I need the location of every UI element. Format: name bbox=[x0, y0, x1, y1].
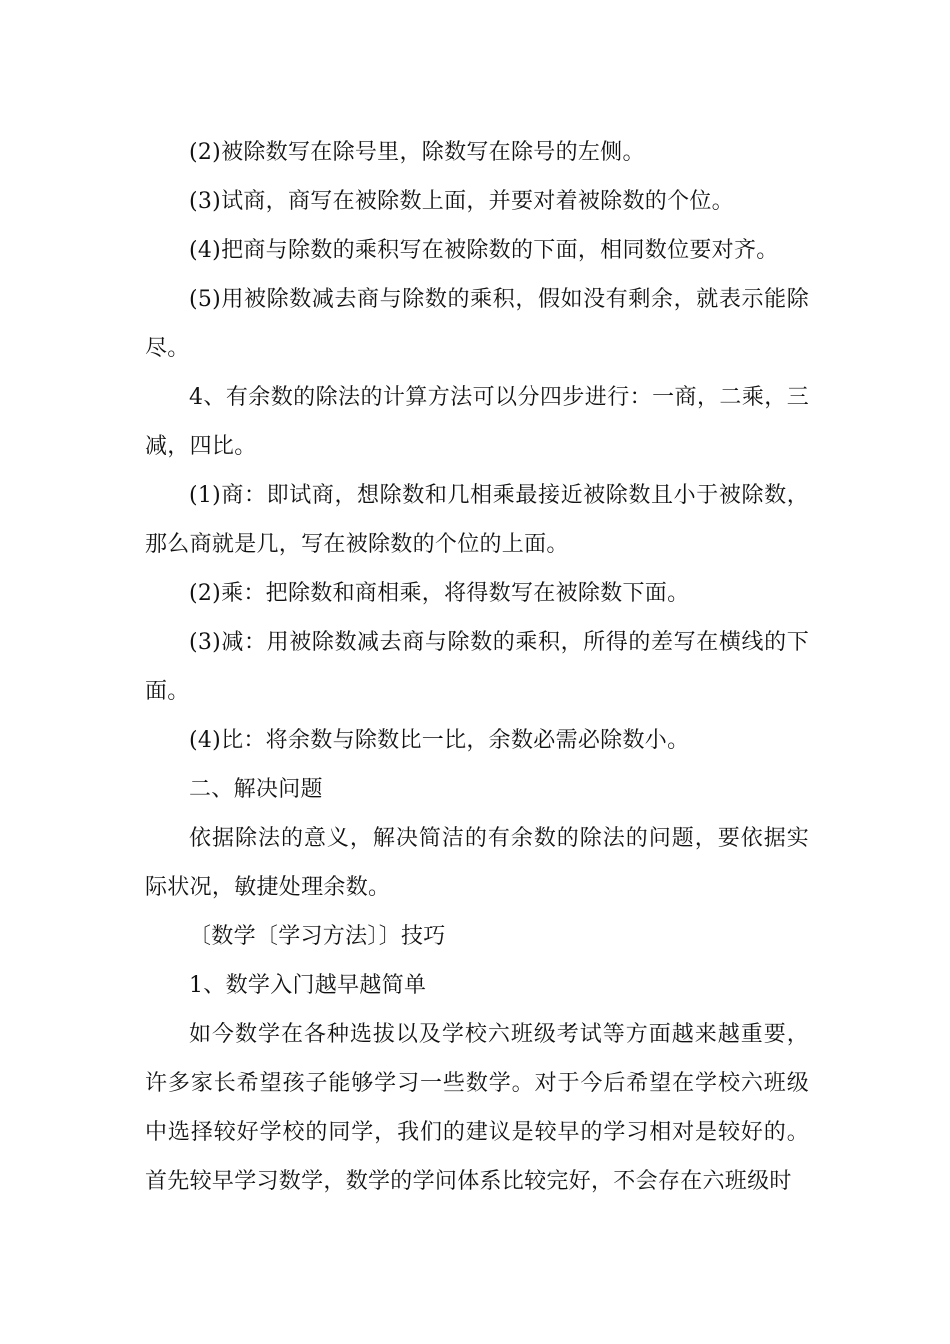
remainder-division-method-paragraph: 4、有余数的除法的计算方法可以分四步进行：一商，二乘，三减，四比。 bbox=[145, 385, 809, 459]
step-5-paragraph: (5)用被除数减去商与除数的乘积，假如没有剩余，就表示能除尽。 bbox=[145, 287, 809, 361]
tip-1-paragraph: 如今数学在各种选拔以及学校六班级考试等方面越来越重要，许多家长希望孩子能够学习一些数学。对于今后希望在学校六班级中选择较好学校的同学，我们的建议是较早的学习相对是较好的。首先较早学习数学，数学的学问体系比较完好，不会存在六班级时 bbox=[145, 1022, 809, 1194]
step-3-paragraph: (3)试商，商写在被除数上面，并要对着被除数的个位。 bbox=[189, 189, 734, 214]
subtract-step-paragraph: (3)减：用被除数减去商与除数的乘积，所得的差写在横线的下面。 bbox=[145, 630, 809, 704]
quotient-step-paragraph: (1)商：即试商，想除数和几相乘最接近被除数且小于被除数，那么商就是几，写在被除数的个位的上面。 bbox=[145, 483, 809, 557]
study-tips-heading: 〔数学〔学习方法〕〕技巧 bbox=[189, 924, 446, 949]
tip-1-heading: 1、数学入门越早越简单 bbox=[189, 973, 427, 998]
step-2-paragraph: (2)被除数写在除号里，除数写在除号的左侧。 bbox=[189, 140, 645, 165]
multiply-step-paragraph: (2)乘：把除数和商相乘，将得数写在被除数下面。 bbox=[189, 581, 690, 606]
step-4-paragraph: (4)把商与除数的乘积写在被除数的下面，相同数位要对齐。 bbox=[189, 238, 779, 263]
compare-step-paragraph: (4)比：将余数与除数比一比，余数必需必除数小。 bbox=[189, 728, 690, 753]
section-heading-problem-solving: 二、解决问题 bbox=[189, 777, 323, 802]
problem-solving-paragraph: 依据除法的意义，解决简洁的有余数的除法的问题，要依据实际状况，敏捷处理余数。 bbox=[145, 826, 809, 900]
document-body bbox=[145, 128, 809, 1206]
